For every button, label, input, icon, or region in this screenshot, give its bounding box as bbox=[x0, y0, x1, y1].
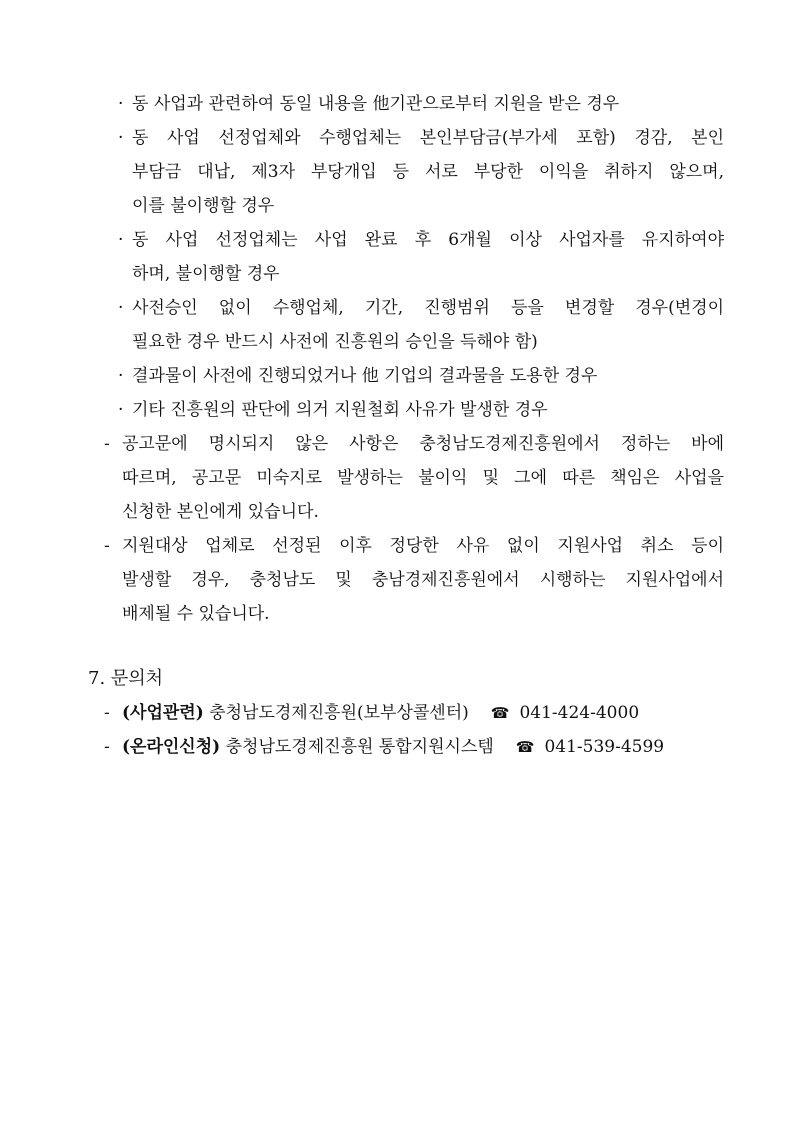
list-item-continuation bbox=[0, 155, 800, 189]
list-item bbox=[0, 291, 800, 325]
list-item bbox=[0, 87, 800, 121]
list-item bbox=[0, 427, 800, 461]
contact-item bbox=[0, 730, 800, 764]
list-item-text: 동 사업 선정업체는 사업 완료 후 6개월 이상 사업자를 유지하여야 bbox=[132, 230, 724, 250]
list-item-text: 하며, 불이행할 경우 bbox=[132, 264, 280, 284]
list-item bbox=[0, 529, 800, 563]
list-item-continuation bbox=[0, 563, 800, 597]
list-item-text: 공고문에 명시되지 않은 사항은 충청남도경제진흥원에서 정하는 바에 bbox=[122, 434, 724, 454]
list-item-text: 기타 진흥원의 판단에 의거 지원철회 사유가 발생한 경우 bbox=[132, 400, 548, 420]
dash-marker: - bbox=[104, 703, 110, 723]
list-item-continuation bbox=[0, 461, 800, 495]
list-item-text: 발생할 경우, 충청남도 및 충남경제진흥원에서 시행하는 지원사업에서 bbox=[122, 570, 724, 590]
list-item bbox=[0, 393, 800, 427]
list-item-text: 사전승인 없이 수행업체, 기간, 진행범위 등을 변경할 경우(변경이 bbox=[132, 298, 724, 318]
phone-icon: ☎ bbox=[515, 738, 535, 756]
bullet-marker: · bbox=[118, 230, 124, 250]
contact-org: 충청남도경제진흥원 통합지원시스템 bbox=[225, 737, 494, 757]
contact-item bbox=[0, 696, 800, 730]
contact-label: (온라인신청) bbox=[122, 737, 221, 757]
contact-org: 충청남도경제진흥원(보부상콜센터) bbox=[209, 703, 469, 723]
list-item-continuation bbox=[0, 325, 800, 359]
list-item-text: 따르며, 공고문 미숙지로 발생하는 불이익 및 그에 따른 책임은 사업을 bbox=[122, 468, 724, 488]
dash-marker: - bbox=[104, 434, 110, 454]
dash-marker: - bbox=[104, 737, 110, 757]
bullet-marker: · bbox=[118, 366, 124, 386]
section-heading bbox=[0, 662, 800, 696]
list-item-text: 부담금 대납, 제3자 부당개입 등 서로 부당한 이익을 취하지 않으며, bbox=[132, 162, 724, 182]
list-item bbox=[0, 359, 800, 393]
bullet-marker: · bbox=[118, 400, 124, 420]
section-title: 7. 문의처 bbox=[88, 668, 164, 689]
list-item-text: 동 사업 선정업체와 수행업체는 본인부담금(부가세 포함) 경감, 본인 bbox=[132, 128, 724, 148]
list-item-text: 필요한 경우 반드시 사전에 진흥원의 승인을 득해야 함) bbox=[132, 332, 538, 352]
bullet-marker: · bbox=[118, 298, 124, 318]
list-item bbox=[0, 121, 800, 155]
list-item-text: 이를 불이행할 경우 bbox=[132, 196, 275, 216]
phone-icon: ☎ bbox=[490, 704, 510, 722]
bullet-marker: · bbox=[118, 94, 124, 114]
section-spacer bbox=[0, 631, 800, 662]
list-item-text: 배제될 수 있습니다. bbox=[122, 604, 270, 624]
list-item-text: 지원대상 업체로 선정된 이후 정당한 사유 없이 지원사업 취소 등이 bbox=[122, 536, 724, 556]
list-item-text: 결과물이 사전에 진행되었거나 他 기업의 결과물을 도용한 경우 bbox=[132, 366, 598, 386]
document-body bbox=[0, 87, 800, 764]
list-item bbox=[0, 223, 800, 257]
list-item-continuation bbox=[0, 189, 800, 223]
dash-marker: - bbox=[104, 536, 110, 556]
list-item-continuation bbox=[0, 597, 800, 631]
list-item-continuation bbox=[0, 257, 800, 291]
contact-phone[interactable]: 041-424-4000 bbox=[519, 703, 640, 723]
bullet-marker: · bbox=[118, 128, 124, 148]
list-item-continuation bbox=[0, 495, 800, 529]
contact-phone[interactable]: 041-539-4599 bbox=[544, 737, 665, 757]
contact-label: (사업관련) bbox=[122, 703, 204, 723]
list-item-text: 신청한 본인에게 있습니다. bbox=[122, 502, 319, 522]
list-item-text: 동 사업과 관련하여 동일 내용을 他기관으로부터 지원을 받은 경우 bbox=[132, 94, 620, 114]
